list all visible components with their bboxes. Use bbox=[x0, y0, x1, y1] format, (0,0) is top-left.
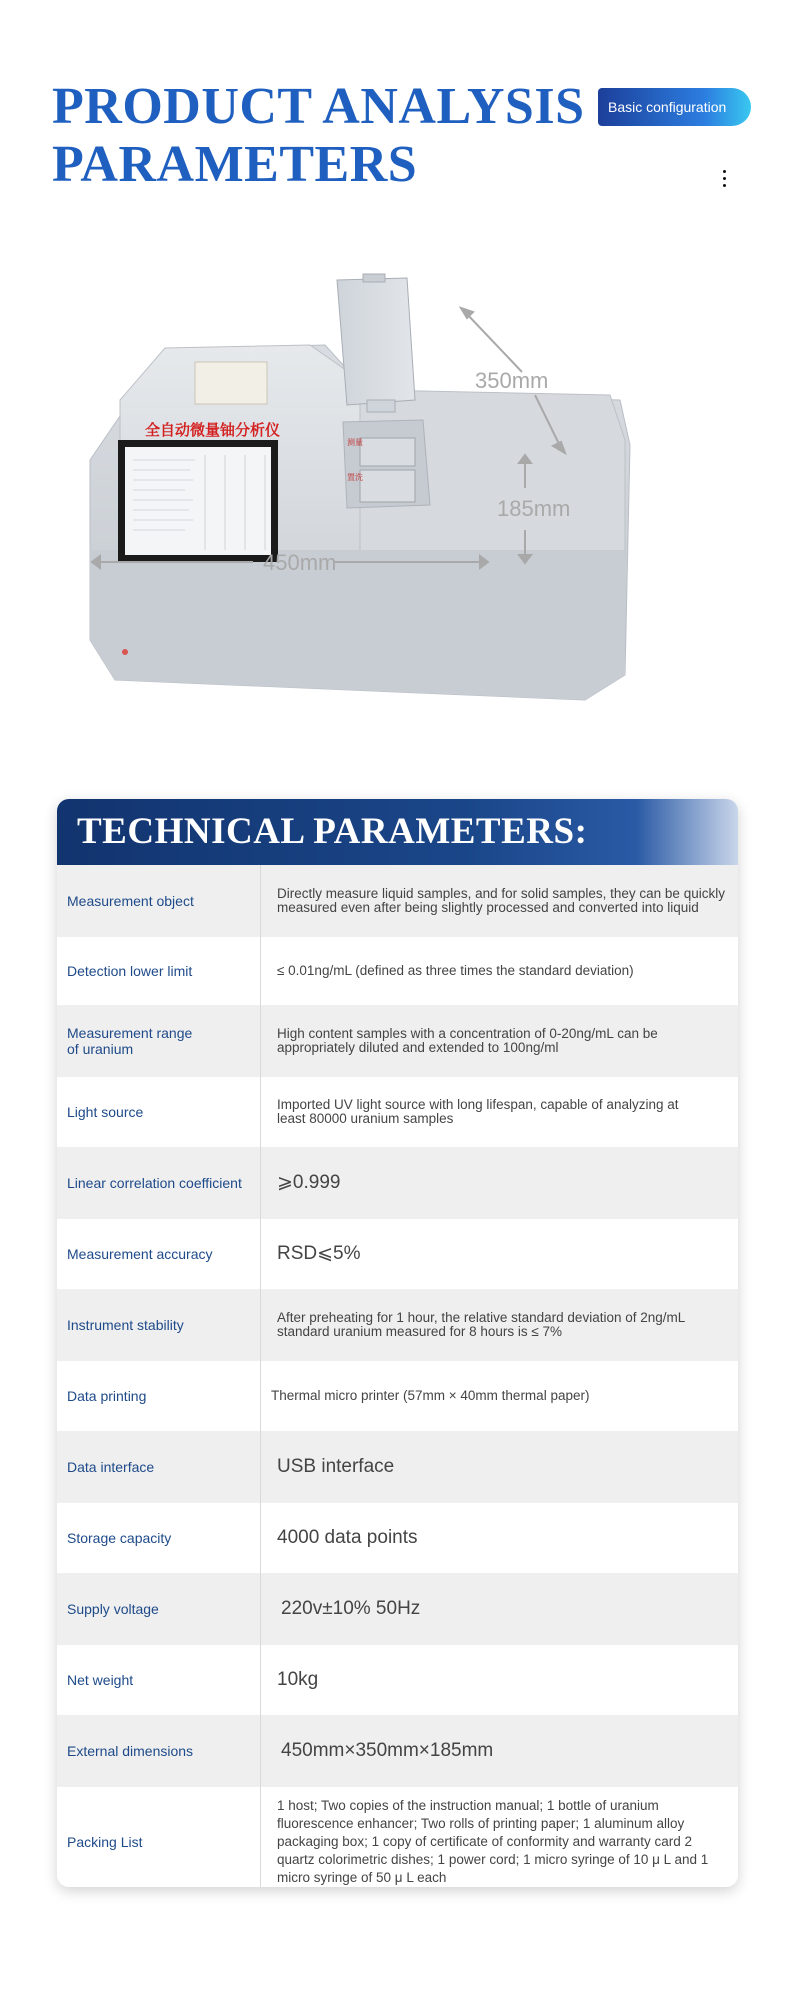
row-label: Measurement range of uranium bbox=[57, 1005, 261, 1077]
product-image bbox=[85, 260, 705, 740]
table-row bbox=[57, 1361, 738, 1431]
row-value: High content samples with a concentration of 0-20ng/mL can be appropriately diluted and extended to 100ng/ml bbox=[277, 1025, 658, 1055]
table-row bbox=[57, 1787, 738, 1887]
table-row bbox=[57, 1077, 738, 1147]
row-label: Light source bbox=[57, 1077, 261, 1147]
vertical-dots-icon bbox=[722, 170, 728, 191]
row-label: Measurement object bbox=[57, 865, 261, 937]
row-value: Imported UV light source with long lifespan, capable of analyzing at least 80000 uranium samples bbox=[277, 1096, 679, 1126]
row-value: Directly measure liquid samples, and for solid samples, they can be quickly measured even after being slightly processed and converted into liquid bbox=[277, 885, 725, 915]
row-label: External dimensions bbox=[57, 1715, 261, 1787]
table-row bbox=[57, 865, 738, 937]
table-row bbox=[57, 1573, 738, 1645]
side-label-clean: 置洗 bbox=[347, 473, 363, 482]
table-row bbox=[57, 1503, 738, 1573]
title-line-2: PARAMETERS bbox=[52, 136, 418, 193]
row-label: Instrument stability bbox=[57, 1289, 261, 1361]
row-label: Net weight bbox=[57, 1645, 261, 1715]
row-value: USB interface bbox=[277, 1456, 395, 1477]
table-row bbox=[57, 1431, 738, 1503]
side-label-measure: 测量 bbox=[347, 438, 363, 447]
row-value: 1 host; Two copies of the instruction manual; 1 bottle of uranium fluorescence enhancer; Two rolls of printing paper; 1 aluminum alloy packaging box; 1 copy of certificate of conformity and warranty card 2 quartz colorimetric dishes; 1 power cord; 1 micro syringe of 10 μ L and 1 micro syringe of 50 μ L each bbox=[277, 1798, 709, 1885]
table-row bbox=[57, 1005, 738, 1077]
device-lid bbox=[337, 278, 415, 405]
row-label: Linear correlation coefficient bbox=[57, 1147, 261, 1219]
row-label: Data printing bbox=[57, 1361, 261, 1431]
page-title bbox=[52, 78, 585, 194]
row-label: Supply voltage bbox=[57, 1573, 261, 1645]
table-row bbox=[57, 1645, 738, 1715]
row-label: Measurement accuracy bbox=[57, 1219, 261, 1289]
title-line-1: PRODUCT ANALYSIS bbox=[52, 78, 585, 135]
table-row bbox=[57, 1289, 738, 1361]
row-value: ≤ 0.01ng/mL (defined as three times the standard deviation) bbox=[277, 962, 634, 978]
device-label: 全自动微量铀分析仪 bbox=[145, 421, 281, 439]
table-row bbox=[57, 937, 738, 1005]
row-label: Storage capacity bbox=[57, 1503, 261, 1573]
table-row bbox=[57, 1147, 738, 1219]
table-row bbox=[57, 1715, 738, 1787]
row-value: 4000 data points bbox=[277, 1527, 418, 1548]
dim-width-label: 450mm bbox=[263, 550, 337, 575]
row-value: RSD⩽5% bbox=[277, 1243, 361, 1264]
row-value: 10kg bbox=[277, 1669, 319, 1690]
table-row bbox=[57, 1219, 738, 1289]
row-value: ⩾0.999 bbox=[277, 1172, 341, 1193]
row-value: 450mm×350mm×185mm bbox=[281, 1740, 494, 1761]
row-value: After preheating for 1 hour, the relative standard deviation of 2ng/mL standard uranium measured for 8 hours is ≤ 7% bbox=[277, 1309, 685, 1339]
row-label: Packing List bbox=[57, 1787, 261, 1887]
dim-height-label: 185mm bbox=[497, 496, 571, 521]
row-label: Data interface bbox=[57, 1431, 261, 1503]
table-heading: TECHNICAL PARAMETERS: bbox=[57, 799, 738, 865]
row-value: Thermal micro printer (57mm × 40mm thermal paper) bbox=[271, 1387, 590, 1403]
basic-configuration-badge: Basic configuration bbox=[598, 88, 751, 126]
row-value: 220v±10% 50Hz bbox=[281, 1598, 421, 1619]
row-label: Detection lower limit bbox=[57, 937, 261, 1005]
technical-parameters-table bbox=[57, 799, 738, 1887]
dim-depth-label: 350mm bbox=[475, 368, 549, 393]
